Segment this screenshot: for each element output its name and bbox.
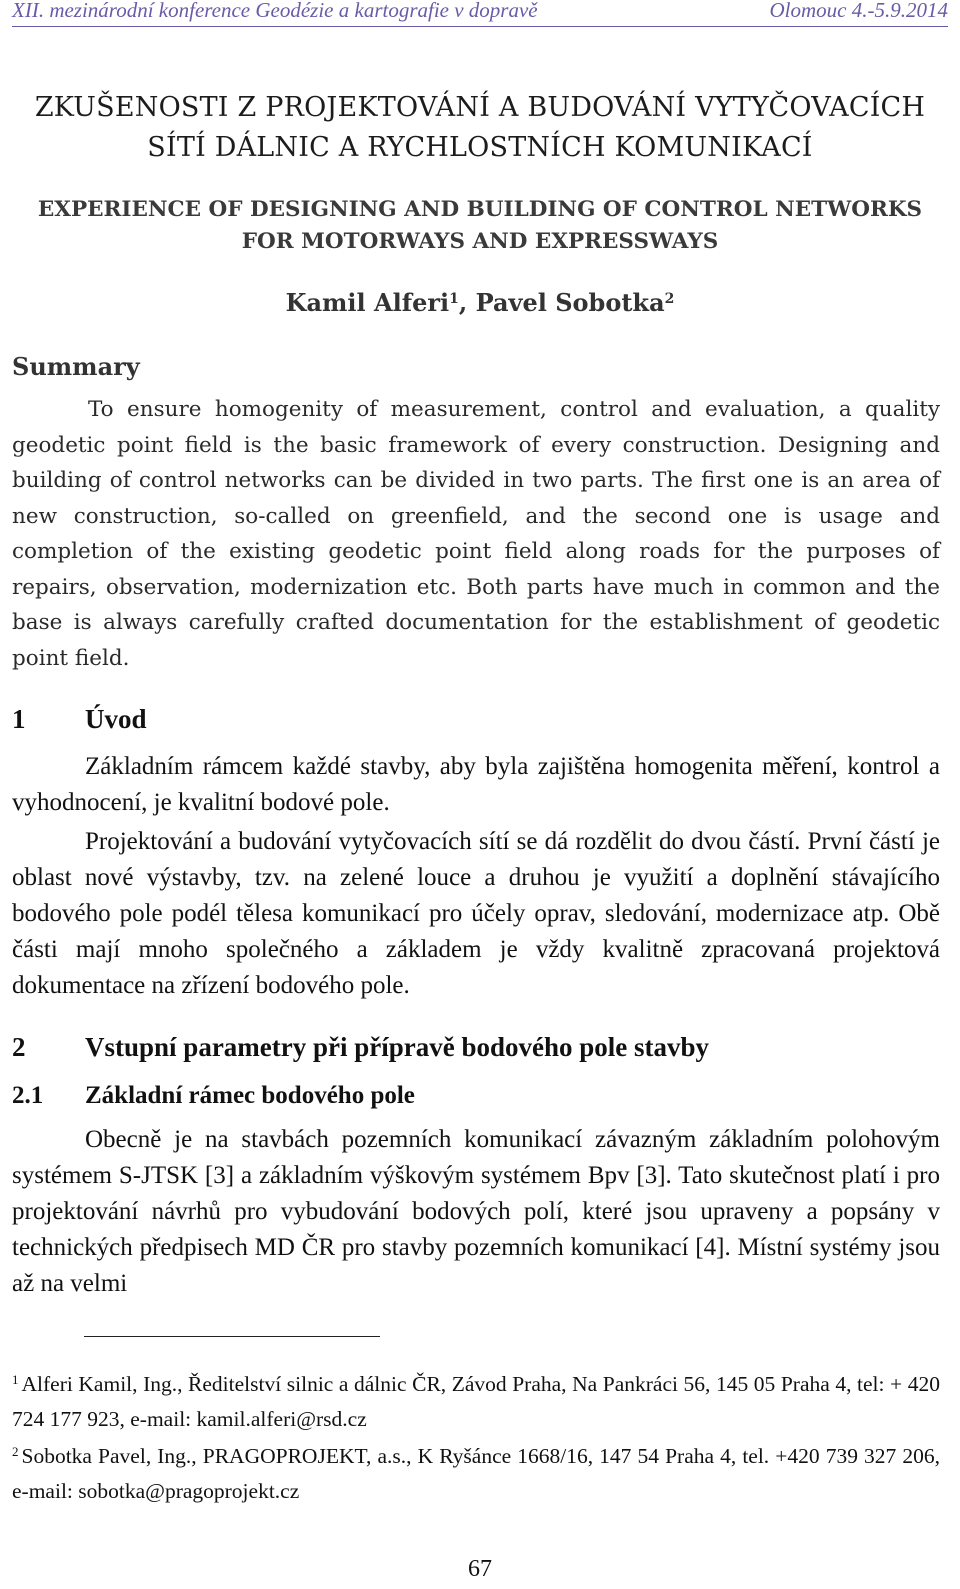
footnote-1 <box>12 1362 940 1437</box>
section-2-1-number: 2.1 <box>12 1082 44 1109</box>
title-cz-line1: ZKUŠENOSTI Z PROJEKTOVÁNÍ A BUDOVÁNÍ VYTYČOVACÍCH <box>34 92 926 123</box>
section-1-number: 1 <box>12 704 26 734</box>
page-number: 67 <box>468 1556 492 1582</box>
section-1-paragraph-1: Základním rámcem každé stavby, aby byla zajištěna homogenita měření, kontrol a vyhodnocení, je kvalitní bodové pole. <box>12 753 940 816</box>
header-location-date: Olomouc 4.-5.9.2014 <box>769 0 948 22</box>
section-2-1-paragraph-1: Obecně je na stavbách pozemních komunikací závazným základním polohovým systémem S-JTSK [3] a základním výškovým systémem Bpv [3]. Tato skutečnost platí i pro projektování návrhů pro vybudování bodových polí, které jsou upraveny a popsány v technických předpisech MD ČR pro stavby pozemních komunikací [4]. Místní systémy jsou až na velmi <box>12 1126 940 1297</box>
author-1-mark: 1 <box>449 291 459 307</box>
author-2: Pavel Sobotka <box>475 288 665 317</box>
section-1-title: Úvod <box>85 704 147 734</box>
running-header <box>12 0 948 24</box>
header-rule <box>12 26 948 27</box>
footnote-1-text: Alferi Kamil, Ing., Ředitelství silnic a dálnic ČR, Závod Praha, Na Pankráci 56, 145 05 Praha 4, tel: + 420 724 177 923, e-mail: kamil.alferi@rsd.cz <box>12 1372 940 1431</box>
footnote-2-text: Sobotka Pavel, Ing., PRAGOPROJEKT, a.s., K Ryšánce 1668/16, 147 54 Praha 4, tel. +420 739 327 206, e-mail: sobotka@pragoprojekt.cz <box>12 1444 940 1503</box>
section-2-title: Vstupní parametry při přípravě bodového pole stavby <box>85 1032 710 1062</box>
section-2-1-title: Základní rámec bodového pole <box>85 1082 415 1109</box>
section-1-heading <box>12 704 147 735</box>
title-cz-line2: SÍTÍ DÁLNIC A RYCHLOSTNÍCH KOMUNIKACÍ <box>147 132 813 163</box>
footnote-2-mark: 2 <box>12 1444 19 1459</box>
section-2-1-heading <box>12 1082 415 1110</box>
title-en-line1: EXPERIENCE OF DESIGNING AND BUILDING OF CONTROL NETWORKS <box>37 197 923 222</box>
header-conference: XII. mezinárodní konference Geodézie a kartografie v dopravě <box>12 0 538 22</box>
title-en-line2: FOR MOTORWAYS AND EXPRESSWAYS <box>241 229 719 254</box>
summary-heading: Summary <box>12 352 140 381</box>
footnote-2 <box>12 1434 940 1509</box>
author-1: Kamil Alferi <box>285 288 450 317</box>
footnote-1-mark: 1 <box>12 1372 19 1387</box>
author-2-mark: 2 <box>664 291 675 307</box>
authors <box>0 288 960 317</box>
section-1-paragraph-2: Projektování a budování vytyčovacích sítí se dá rozdělit do dvou částí. První částí je oblast nové výstavby, tzv. na zelené louce a druhou je využití a doplnění stávajícího bodového pole podél tělesa komunikací pro účely oprav, sledování, modernizace atp. Obě části mají mnoho společného a základem je vždy kvalitně zpracovaná projektová dokumentace na zřízení bodového pole. <box>12 828 940 999</box>
section-2-heading <box>12 1032 709 1063</box>
author-separator: , <box>458 288 476 317</box>
footnote-separator <box>84 1336 380 1337</box>
section-2-number: 2 <box>12 1032 26 1062</box>
summary-text: To ensure homogenity of measurement, control and evaluation, a quality geodetic point field is the basic framework of every construction. Designing and building of control networks can be divided in two parts. The first one is an area of new construction, so-called on greenfield, and the second one is usage and completion of the existing geodetic point field along roads for the purposes of repairs, observation, modernization etc. Both parts have much in common and the base is always carefully crafted documentation for the establishment of geodetic point field. <box>12 397 940 671</box>
